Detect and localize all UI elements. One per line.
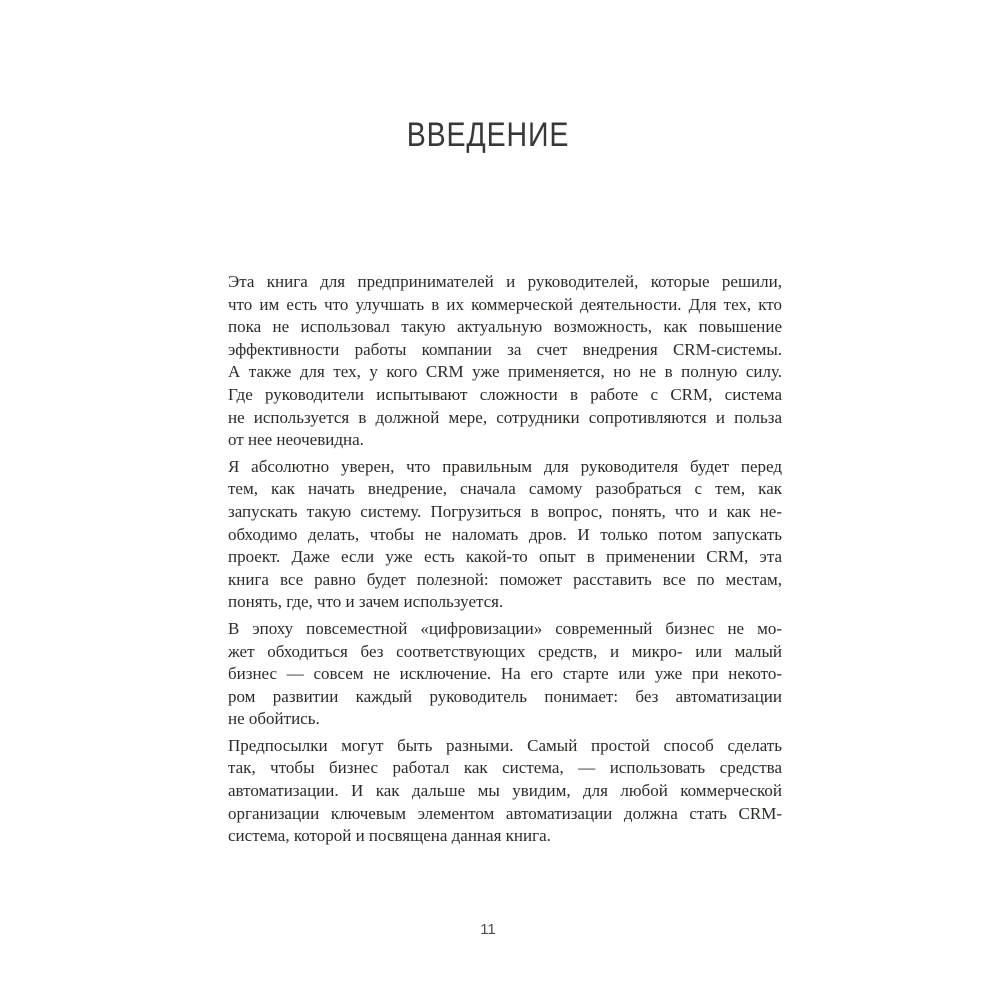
text-line: проект. Даже если уже есть какой-то опыт в применении CRM, эта [228, 547, 782, 567]
text-line: эффективности работы компании за счет внедрения CRM-системы. [228, 339, 782, 359]
text-line: обходимо делать, чтобы не наломать дров. И только потом запускать [228, 524, 782, 544]
text-line: автоматизации. И как дальше мы увидим, для любой коммерческой [228, 781, 782, 801]
text-line: ром развитии каждый руководитель понимает: без автоматизации [228, 686, 782, 706]
text-line: система, которой и посвящена данная книга. [228, 826, 551, 846]
text-line: книга все равно будет полезной: поможет расставить все по местам, [228, 569, 782, 589]
text-line: Я абсолютно уверен, что правильным для руководителя будет перед [228, 456, 782, 476]
paragraph [228, 618, 782, 731]
text-line: бизнес — совсем не исключение. На его старте или уже при некото- [228, 664, 782, 684]
text-line: понять, где, что и зачем используется. [228, 592, 504, 612]
paragraph [228, 735, 782, 848]
text-line: жет обходиться без соответствующих средств, и микро- или малый [228, 641, 782, 661]
chapter-title: ВВЕДЕНИЕ [406, 116, 570, 154]
body-text [228, 271, 782, 848]
text-line: запускать такую систему. Погрузиться в вопрос, понять, что и как не- [228, 501, 782, 521]
text-line: не используется в должной мере, сотрудники сопротивляются и польза [228, 407, 782, 427]
text-line: от нее неочевидна. [228, 430, 364, 450]
text-line: А также для тех, у кого CRM уже применяется, но не в полную силу. [228, 362, 782, 382]
page-number: 11 [480, 921, 496, 938]
text-line: так, чтобы бизнес работал как система, — использовать средства [228, 758, 782, 778]
text-line: организации ключевым элементом автоматизации должна стать CRM- [228, 803, 782, 823]
text-line: Где руководители испытывают сложности в работе с CRM, система [228, 384, 782, 404]
text-line: что им есть что улучшать в их коммерческой деятельности. Для тех, кто [228, 294, 782, 314]
paragraph [228, 271, 782, 452]
text-line: пока не использовал такую актуальную возможность, как повышение [228, 317, 782, 337]
paragraph [228, 456, 782, 614]
text-line: не обойтись. [228, 709, 320, 729]
text-line: Эта книга для предпринимателей и руководителей, которые решили, [228, 272, 782, 291]
text-line: В эпоху повсеместной «цифровизации» современный бизнес не мо- [228, 618, 782, 638]
text-line: Предпосылки могут быть разными. Самый простой способ сделать [228, 735, 782, 755]
text-line: тем, как начать внедрение, сначала самому разобраться с тем, как [228, 479, 782, 499]
